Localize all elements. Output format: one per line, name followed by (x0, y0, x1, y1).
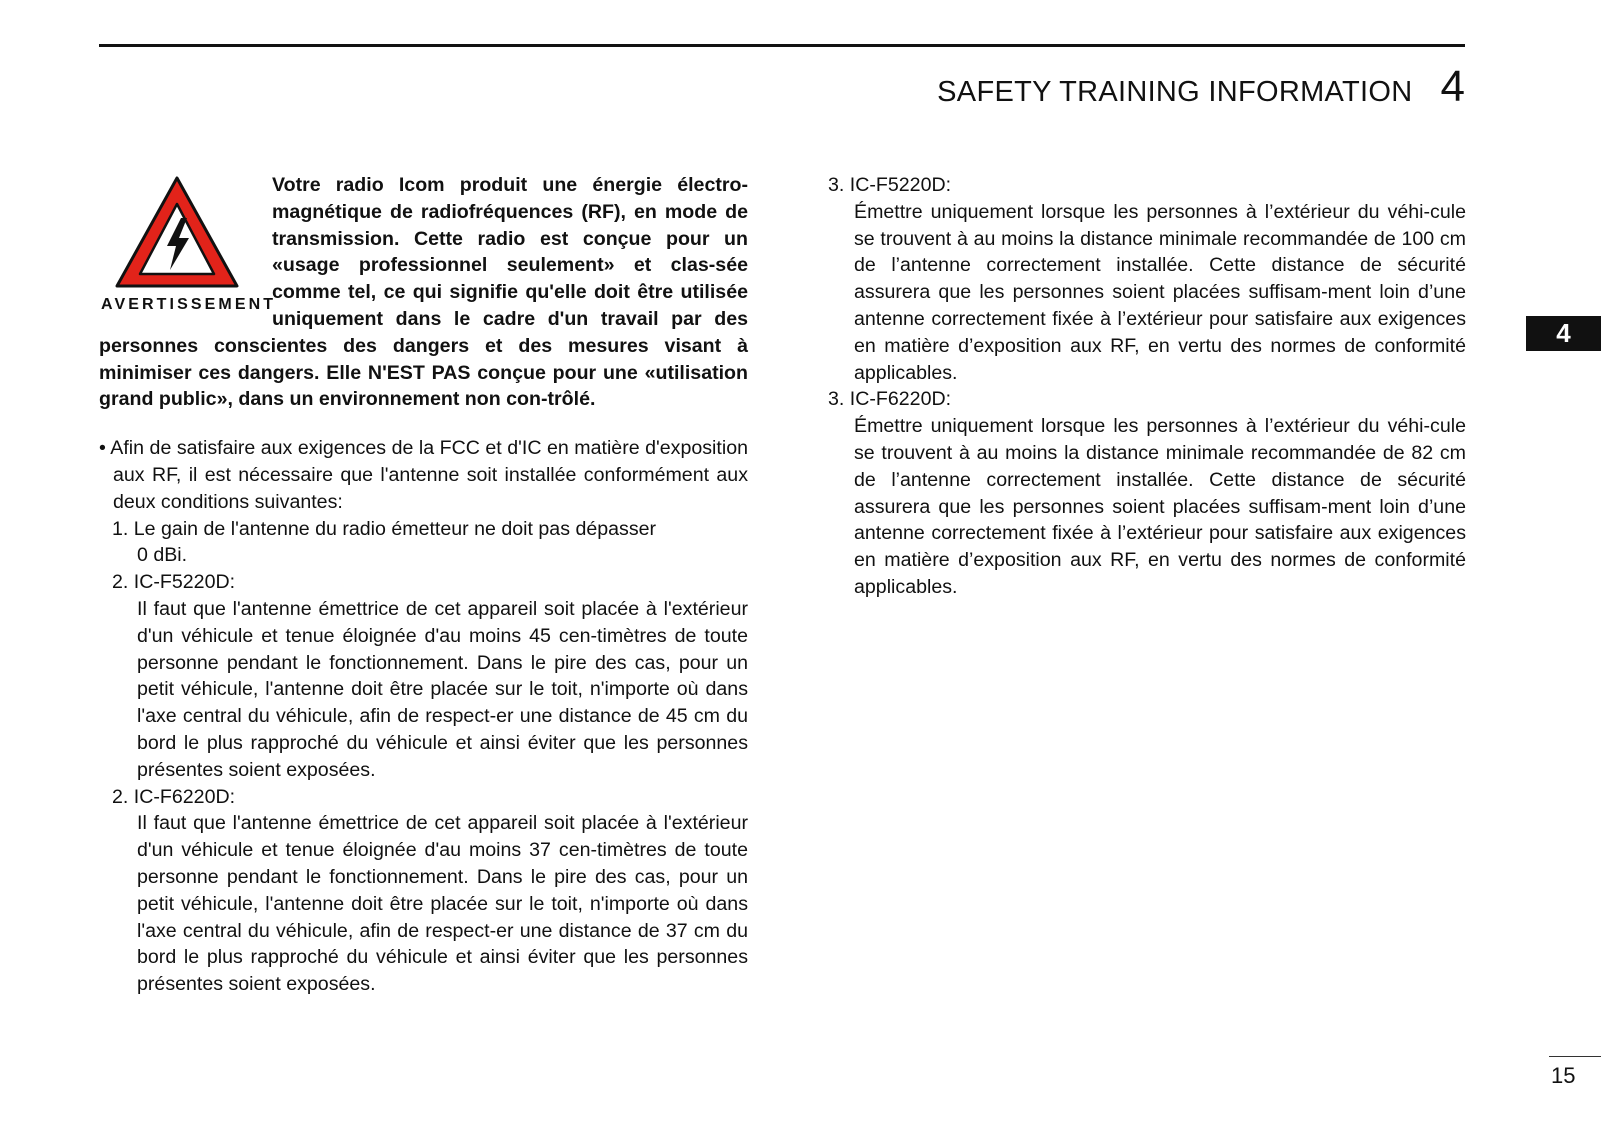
item-label: 3. IC-F6220D: (828, 388, 952, 411)
item-text: Émettre uniquement lorsque les personnes à l’extérieur du véhi-cule se trouvent à au moins la distance minimale recommandée de 100 cm de l’antenne correctement installée. Cette distance de sécurité assurera que les personnes soient placées suffisam-ment loin d’une antenne correctement fixée à l’extérieur pour satisfaire aux exigences en matière d’exposition aux RF, en vertu des normes de conformité applicables. (854, 200, 1466, 384)
section-tab: 4 (1526, 316, 1601, 351)
warning-figure (99, 172, 277, 318)
section-title: SAFETY TRAINING INFORMATION (937, 76, 1413, 108)
list-item (828, 386, 1466, 600)
warning-block (99, 172, 748, 413)
page-header (937, 62, 1465, 112)
page-number-rule (1549, 1056, 1601, 1057)
right-column (828, 172, 1466, 601)
high-voltage-warning-icon (113, 174, 241, 290)
left-column (99, 172, 748, 998)
item-text: Émettre uniquement lorsque les personnes à l’extérieur du véhi-cule se trouvent à au moins la distance minimale recommandée de 82 cm de l’antenne correctement installée. Cette distance de sécurité assurera que les personnes soient placées suffisam-ment loin d’une antenne correctement fixée à l’extérieur pour satisfaire aux exigences en matière d’exposition aux RF, en vertu des normes de conformité applicables. (854, 415, 1466, 598)
top-rule (99, 44, 1465, 47)
section-number: 4 (1440, 62, 1465, 111)
list-item (99, 784, 748, 998)
list-item (99, 516, 748, 570)
item-text: 0 dBi. (137, 544, 188, 567)
bullet-intro: • Afin de satisfaire aux exigences de la FCC et d'IC en matière d'exposition aux RF, il est nécessaire que l'antenne soit installée conformément aux deux conditions suivantes: (99, 437, 748, 513)
item-text: Il faut que l'antenne émettrice de cet appareil soit placée à l'extérieur d'un véhicule et tenue éloignée d'au moins 45 cen-timètres de toute personne pendant le fonctionnement. Dans le pire des cas, pour un petit véhicule, l'antenne doit être placée sur le toit, n'importe où dans l'axe central du véhicule, afin de respect-er une distance de 45 cm du bord le plus rapproché du véhicule et ainsi éviter que les personnes présentes soient exposées. (137, 597, 748, 781)
item-text: Il faut que l'antenne émettrice de cet appareil soit placée à l'extérieur d'un véhicule et tenue éloignée d'au moins 37 cen-timètres de toute personne pendant le fonctionnement. Dans le pire des cas, pour un petit véhicule, l'antenne doit être placée sur le toit, n'importe où dans l'axe central du véhicule, afin de respect-er une distance de 37 cm du bord le plus rapproché du véhicule et ainsi éviter que les personnes présentes soient exposées. (137, 812, 748, 996)
item-label: 1. Le gain de l'antenne du radio émetteur ne doit pas dépasser (112, 517, 657, 540)
warning-label: AVERTISSEMENT (101, 296, 277, 313)
item-label: 3. IC-F5220D: (828, 174, 952, 196)
item-label: 2. IC-F5220D: (112, 571, 236, 594)
list-item (828, 172, 1466, 386)
page-number: 15 (1551, 1063, 1576, 1088)
warning-text: Votre radio Icom produit une énergie électro-magnétique de radiofréquences (RF), en mode de transmission. Cette radio est conçue pour un «usage professionnel seulement» et clas-sée comme tel, ce qui signifie qu'elle doit être utilisée uniquement dans le cadre d'un travail par des personnes conscientes des dangers et des mesures visant à minimiser ces dangers. Elle N'EST PAS conçue pour une «utilisation grand public», dans un environnement non con-trôlé. (99, 174, 748, 411)
item-label: 2. IC-F6220D: (112, 785, 236, 808)
list-item (99, 569, 748, 783)
